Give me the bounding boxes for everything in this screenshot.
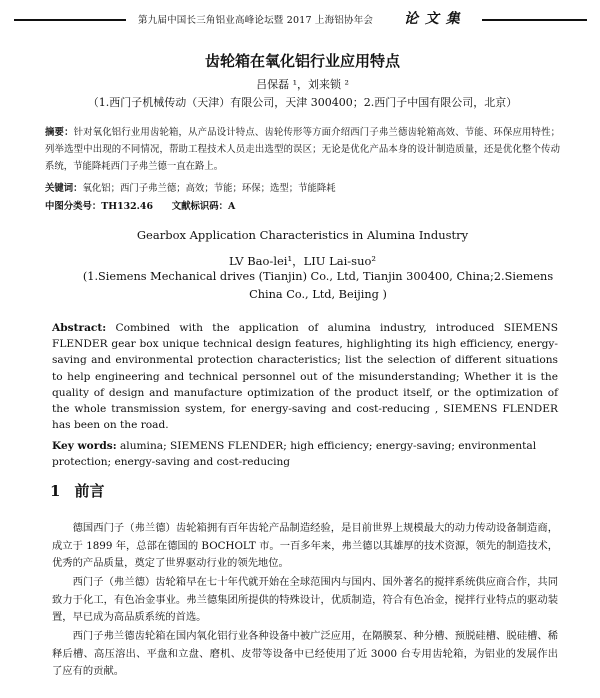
keywords-cn [45,180,560,194]
conference-name: 第九届中国长三角铝业高峰论坛暨 2017 上海铝协年会 [138,15,374,26]
running-header [0,8,600,30]
abstract-cn-label: 摘要： [45,127,74,138]
abstract-en [52,320,558,433]
keywords-en-text: alumina; SIEMENS FLENDER; high efficiency; energy-saving; environmental protection; energy-saving and cost-reducing [52,440,537,469]
authors-en: LV Bao-lei¹，LIU Lai-suo² [228,254,377,268]
header-rule-right [482,19,587,21]
section-number: 1 [50,482,61,500]
authors-cn: 吕保磊 ¹，刘来锁 ² [256,78,349,91]
abstract-cn-text: 针对氧化铝行业用齿轮箱，从产品设计特点、齿轮传形等方面介绍西门子弗兰德齿轮箱高效、节能、环保应用特性；列举选型中出现的不同情况，帮助工程技术人员走出选型的误区；无论是优化产品本身的设计制造质量，还是优化整个传动系统，节能降耗西门子弗兰德一直在路上。 [45,127,560,172]
title-en: Gearbox Application Characteristics in Alumina Industry [136,228,469,242]
keywords-cn-label: 关键词： [45,183,83,194]
abstract-cn [45,124,560,175]
abstract-en-text: Combined with the application of alumina industry, introduced SIEMENS FLENDER gear box unique technical design features, highlighting its high efficiency, energy-saving and environmental protection characteristics; list the selection of different situations to help engineering and technical personnel out of the misunderstanding; Whether it is the quality of design and manufacture optimization of the product itself, or the optimization of the whole transmission system, for energy-saving and cost-reducing , SIEMENS FLENDER has been on the road. [52,322,558,432]
section-heading [50,480,565,501]
section-title: 前言 [74,482,105,500]
keywords-en-label: Key words: [52,440,117,452]
body-paragraph: 西门子（弗兰德）齿轮箱早在七十年代就开始在全球范围内与国内、国外著名的搅拌系统供应商合作，共同致力于化工，有色冶金事业。弗兰德集团所提供的特殊设计，优质制造，符合有色冶金，搅拌行业特点的驱动装置，早已成为高品质系统的首选。 [52,576,558,623]
affiliation-cn: （1.西门子机械传动（天津）有限公司，天津 300400；2.西门子中国有限公司，北京） [87,96,518,109]
collection-label: 论 文 集 [404,11,461,27]
body-paragraph: 西门子弗兰德齿轮箱在国内氧化铝行业各种设备中被广泛应用，在隔膜泵、种分槽、预脱硅槽、脱硅槽、稀释后槽、高压溶出、平盘和立盘、磨机、皮带等设备中已经使用了近 3000 台专用齿轮箱，为铝业的发展作出了应有的贡献。 [52,630,558,677]
affiliation-en: (1.Siemens Mechanical drives (Tianjin) Co., Ltd, Tianjin 300400, China;2.Siemens China Co., Ltd, Beijing ) [82,270,554,301]
title-cn: 齿轮箱在氧化铝行业应用特点 [204,52,400,70]
classification-cn: 中图分类号：TH132.46 文献标识码：A [45,201,236,212]
header-rule-left [14,19,126,21]
keywords-cn-text: 氧化铝；西门子弗兰德；高效；节能；环保；选型；节能降耗 [82,183,336,194]
body-paragraph: 德国西门子（弗兰德）齿轮箱拥有百年齿轮产品制造经验，是目前世界上规模最大的动力传动设备制造商，成立于 1899 年，总部在德国的 BOCHOLT 市。一百多年来，弗兰德以其雄厚的技术资源，领先的制造技术，优秀的产品质量，奠定了世界驱动行业的领先地位。 [52,522,558,569]
abstract-en-label: Abstract: [52,322,107,334]
keywords-en [52,438,558,470]
